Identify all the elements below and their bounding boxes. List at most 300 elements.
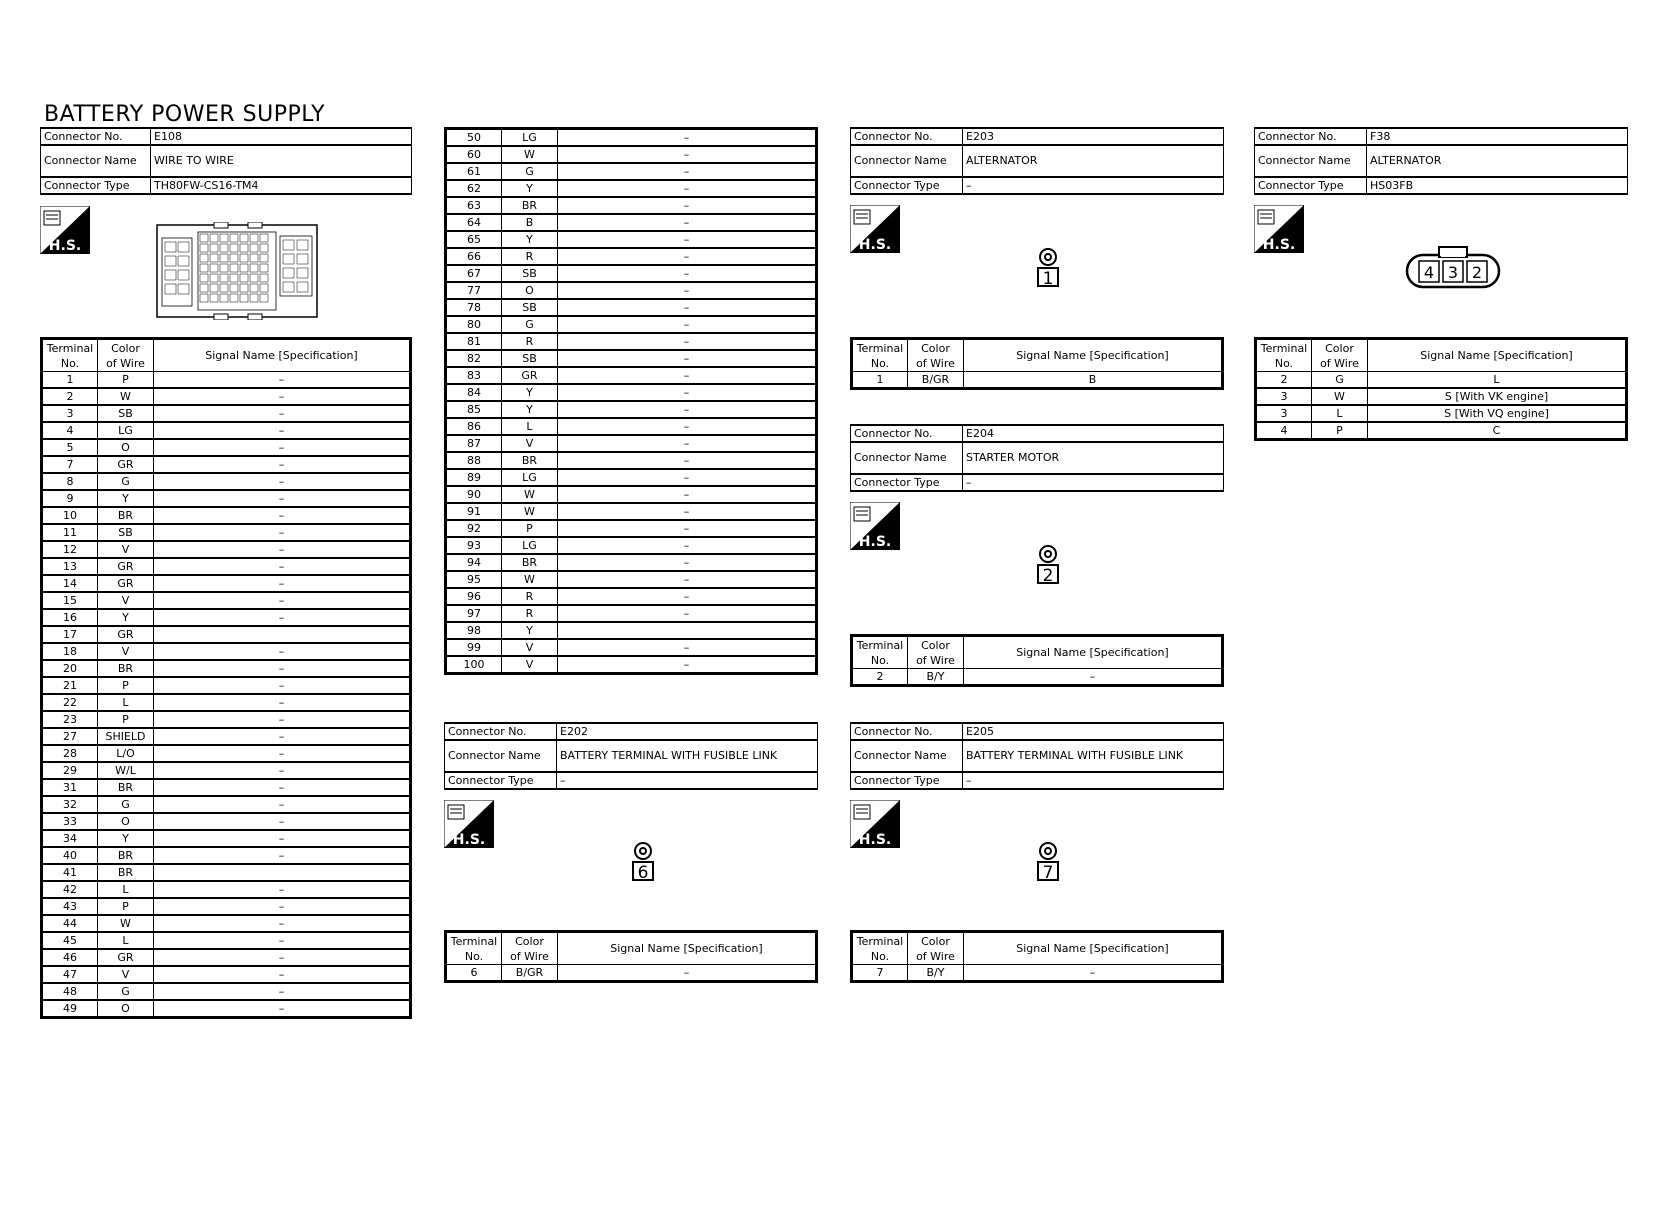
terminal-no-cell: 22 xyxy=(42,694,98,711)
terminal-no-cell: 20 xyxy=(42,660,98,677)
wire-color-cell: BR xyxy=(98,864,154,881)
wire-color-cell: Y xyxy=(98,830,154,847)
table-row xyxy=(42,558,411,575)
terminal-no-cell: 31 xyxy=(42,779,98,796)
signal-name-cell: – xyxy=(154,830,411,847)
terminal-no-cell: 27 xyxy=(42,728,98,745)
wire-color-cell: W xyxy=(98,388,154,405)
wire-color-cell: G xyxy=(502,163,558,180)
header-terminal-no: Terminal No. xyxy=(42,339,98,372)
wire-color-cell: GR xyxy=(502,367,558,384)
table-row xyxy=(42,490,411,507)
signal-name-cell: – xyxy=(558,129,817,147)
signal-name-cell: – xyxy=(154,932,411,949)
signal-name-cell: – xyxy=(154,847,411,864)
terminal-no-cell: 100 xyxy=(446,656,502,674)
terminal-no-cell: 1 xyxy=(42,372,98,389)
signal-name-cell: – xyxy=(558,265,817,282)
signal-name-cell: – xyxy=(558,367,817,384)
header-terminal-no: Terminal No. xyxy=(852,932,908,965)
terminal-no-cell: 2 xyxy=(1256,372,1312,389)
wire-color-cell: G xyxy=(98,796,154,813)
wire-color-cell: L xyxy=(98,694,154,711)
wire-color-cell: W xyxy=(1312,388,1368,405)
label-connector-no: Connector No. xyxy=(851,425,963,442)
signal-name-cell: – xyxy=(154,439,411,456)
header-signal: Signal Name [Specification] xyxy=(964,932,1223,965)
connector-e108-terminal-table-continued xyxy=(444,127,818,675)
signal-name-cell: – xyxy=(154,388,411,405)
wire-color-cell: V xyxy=(502,656,558,674)
table-row xyxy=(42,949,411,966)
wire-color-cell: W xyxy=(502,571,558,588)
signal-name-cell: – xyxy=(558,571,817,588)
signal-name-cell: – xyxy=(154,1000,411,1018)
table-row xyxy=(42,847,411,864)
table-row xyxy=(42,898,411,915)
wire-color-cell: V xyxy=(98,966,154,983)
table-row xyxy=(446,503,817,520)
wire-color-cell: Y xyxy=(502,180,558,197)
signal-name-cell xyxy=(558,622,817,639)
wire-color-cell: SB xyxy=(98,524,154,541)
terminal-no-cell: 86 xyxy=(446,418,502,435)
wire-color-cell: P xyxy=(98,898,154,915)
terminal-no-cell: 81 xyxy=(446,333,502,350)
table-row xyxy=(42,507,411,524)
label-connector-name: Connector Name xyxy=(41,145,151,177)
terminal-no-cell: 9 xyxy=(42,490,98,507)
terminal-no-cell: 50 xyxy=(446,129,502,147)
signal-name-cell: – xyxy=(558,316,817,333)
page-title: BATTERY POWER SUPPLY xyxy=(44,102,326,127)
terminal-no-cell: 78 xyxy=(446,299,502,316)
table-row xyxy=(446,452,817,469)
table-row xyxy=(852,965,1223,982)
table-row xyxy=(42,592,411,609)
header-color: Color of Wire xyxy=(908,339,964,372)
terminal-no-cell: 97 xyxy=(446,605,502,622)
table-row xyxy=(446,282,817,299)
table-row xyxy=(446,469,817,486)
table-row xyxy=(42,1000,411,1018)
table-row xyxy=(446,333,817,350)
signal-name-cell: – xyxy=(154,677,411,694)
connector-no: E205 xyxy=(963,723,1224,740)
connector-type: – xyxy=(963,177,1224,194)
header-signal: Signal Name [Specification] xyxy=(964,636,1223,669)
signal-name-cell: – xyxy=(964,965,1223,982)
signal-name-cell: – xyxy=(964,669,1223,686)
wire-color-cell: W/L xyxy=(98,762,154,779)
signal-name-cell xyxy=(154,864,411,881)
terminal-no-cell: 2 xyxy=(852,669,908,686)
signal-name-cell: – xyxy=(154,372,411,389)
table-row xyxy=(446,418,817,435)
terminal-no-cell: 17 xyxy=(42,626,98,643)
wire-color-cell: GR xyxy=(98,626,154,643)
terminal-1-icon: 1 xyxy=(1033,248,1063,287)
connector-e204-info xyxy=(850,424,1224,492)
table-row xyxy=(42,456,411,473)
connector-e203-info xyxy=(850,127,1224,195)
terminal-no-cell: 48 xyxy=(42,983,98,1000)
signal-name-cell: – xyxy=(558,401,817,418)
table-row xyxy=(446,265,817,282)
terminal-no-cell: 18 xyxy=(42,643,98,660)
signal-name-cell: – xyxy=(558,418,817,435)
wire-color-cell: R xyxy=(502,588,558,605)
label-connector-name: Connector Name xyxy=(851,740,963,772)
wire-color-cell: SB xyxy=(502,299,558,316)
connector-type: – xyxy=(963,772,1224,789)
wire-color-cell: V xyxy=(98,643,154,660)
signal-name-cell: – xyxy=(558,503,817,520)
signal-name-cell: – xyxy=(558,350,817,367)
terminal-no-cell: 88 xyxy=(446,452,502,469)
terminal-no-cell: 41 xyxy=(42,864,98,881)
wire-color-cell: BR xyxy=(502,554,558,571)
wire-color-cell: Y xyxy=(98,490,154,507)
wire-color-cell: V xyxy=(98,541,154,558)
table-row xyxy=(42,524,411,541)
terminal-no-cell: 2 xyxy=(42,388,98,405)
terminal-no-cell: 80 xyxy=(446,316,502,333)
svg-text:H.S.: H.S. xyxy=(1262,237,1296,253)
label-connector-name: Connector Name xyxy=(851,145,963,177)
label-connector-no: Connector No. xyxy=(1255,128,1367,145)
table-row xyxy=(446,435,817,452)
connector-e205-info xyxy=(850,722,1224,790)
signal-name-cell xyxy=(154,626,411,643)
table-row xyxy=(446,520,817,537)
header-signal: Signal Name [Specification] xyxy=(558,932,817,965)
signal-name-cell: – xyxy=(154,728,411,745)
table-row xyxy=(446,588,817,605)
signal-name-cell: – xyxy=(154,881,411,898)
wire-color-cell: P xyxy=(98,677,154,694)
wire-color-cell: R xyxy=(502,333,558,350)
signal-name-cell: – xyxy=(558,588,817,605)
table-row xyxy=(446,965,817,982)
wire-color-cell: Y xyxy=(502,622,558,639)
wire-color-cell: BR xyxy=(98,660,154,677)
signal-name-cell: – xyxy=(154,745,411,762)
signal-name-cell: L xyxy=(1368,372,1627,389)
terminal-no-cell: 5 xyxy=(42,439,98,456)
signal-name-cell: – xyxy=(154,660,411,677)
wire-color-cell: BR xyxy=(502,197,558,214)
label-connector-name: Connector Name xyxy=(445,740,557,772)
signal-name-cell: – xyxy=(154,558,411,575)
wire-color-cell: O xyxy=(98,813,154,830)
wire-color-cell: P xyxy=(98,711,154,728)
terminal-2-icon: 2 xyxy=(1033,545,1063,584)
terminal-no-cell: 13 xyxy=(42,558,98,575)
table-row xyxy=(1256,372,1627,389)
connector-no: E203 xyxy=(963,128,1224,145)
wire-color-cell: L xyxy=(1312,405,1368,422)
wire-color-cell: P xyxy=(98,372,154,389)
label-connector-type: Connector Type xyxy=(851,177,963,194)
signal-name-cell: – xyxy=(558,639,817,656)
terminal-no-cell: 67 xyxy=(446,265,502,282)
wire-color-cell: P xyxy=(1312,422,1368,440)
signal-name-cell: – xyxy=(558,248,817,265)
table-row xyxy=(852,372,1223,389)
table-row xyxy=(446,554,817,571)
connector-name: WIRE TO WIRE xyxy=(151,145,412,177)
wire-color-cell: W xyxy=(502,503,558,520)
signal-name-cell: S [With VQ engine] xyxy=(1368,405,1627,422)
table-row xyxy=(852,669,1223,686)
table-row xyxy=(42,473,411,490)
signal-name-cell: – xyxy=(154,779,411,796)
signal-name-cell: – xyxy=(558,180,817,197)
wire-color-cell: R xyxy=(502,605,558,622)
terminal-no-cell: 3 xyxy=(1256,405,1312,422)
label-connector-name: Connector Name xyxy=(1255,145,1367,177)
terminal-no-cell: 45 xyxy=(42,932,98,949)
wire-color-cell: B/GR xyxy=(502,965,558,982)
signal-name-cell: – xyxy=(558,231,817,248)
wire-color-cell: B/Y xyxy=(908,965,964,982)
connector-name: ALTERNATOR xyxy=(963,145,1224,177)
terminal-no-cell: 82 xyxy=(446,350,502,367)
wire-color-cell: W xyxy=(98,915,154,932)
connector-e108-face-icon xyxy=(156,222,318,320)
signal-name-cell: – xyxy=(558,197,817,214)
wire-color-cell: L xyxy=(98,881,154,898)
terminal-no-cell: 95 xyxy=(446,571,502,588)
label-connector-type: Connector Type xyxy=(1255,177,1367,194)
table-row xyxy=(1256,422,1627,440)
header-terminal-no: Terminal No. xyxy=(1256,339,1312,372)
connector-type: TH80FW-CS16-TM4 xyxy=(151,177,412,194)
table-row xyxy=(42,626,411,643)
terminal-no-cell: 23 xyxy=(42,711,98,728)
signal-name-cell: – xyxy=(558,435,817,452)
header-signal: Signal Name [Specification] xyxy=(1368,339,1627,372)
signal-name-cell: – xyxy=(558,146,817,163)
signal-name-cell: – xyxy=(558,299,817,316)
wire-color-cell: SHIELD xyxy=(98,728,154,745)
label-connector-no: Connector No. xyxy=(41,128,151,145)
terminal-no-cell: 3 xyxy=(1256,388,1312,405)
wire-color-cell: W xyxy=(502,146,558,163)
terminal-no-cell: 43 xyxy=(42,898,98,915)
header-terminal-no: Terminal No. xyxy=(852,636,908,669)
wire-color-cell: SB xyxy=(502,350,558,367)
table-row xyxy=(446,622,817,639)
table-row xyxy=(42,762,411,779)
table-row xyxy=(446,367,817,384)
terminal-no-cell: 91 xyxy=(446,503,502,520)
wire-color-cell: B xyxy=(502,214,558,231)
terminal-no-cell: 1 xyxy=(852,372,908,389)
svg-text:H.S.: H.S. xyxy=(452,832,486,848)
wire-color-cell: O xyxy=(502,282,558,299)
connector-name: BATTERY TERMINAL WITH FUSIBLE LINK xyxy=(557,740,818,772)
wire-color-cell: W xyxy=(502,486,558,503)
terminal-no-cell: 47 xyxy=(42,966,98,983)
table-row xyxy=(42,745,411,762)
table-row xyxy=(42,813,411,830)
header-color: Color of Wire xyxy=(98,339,154,372)
wire-color-cell: LG xyxy=(502,469,558,486)
terminal-no-cell: 46 xyxy=(42,949,98,966)
terminal-no-cell: 92 xyxy=(446,520,502,537)
terminal-no-cell: 98 xyxy=(446,622,502,639)
terminal-no-cell: 96 xyxy=(446,588,502,605)
table-row xyxy=(42,932,411,949)
wire-color-cell: G xyxy=(98,473,154,490)
table-row xyxy=(42,711,411,728)
table-row xyxy=(446,129,817,147)
label-connector-no: Connector No. xyxy=(445,723,557,740)
wire-color-cell: O xyxy=(98,1000,154,1018)
terminal-no-cell: 66 xyxy=(446,248,502,265)
signal-name-cell: B xyxy=(964,372,1223,389)
wire-color-cell: Y xyxy=(98,609,154,626)
wire-color-cell: GR xyxy=(98,949,154,966)
label-connector-type: Connector Type xyxy=(851,772,963,789)
wire-color-cell: V xyxy=(502,435,558,452)
terminal-no-cell: 4 xyxy=(1256,422,1312,440)
table-row xyxy=(446,180,817,197)
table-row xyxy=(446,401,817,418)
wire-color-cell: B/GR xyxy=(908,372,964,389)
signal-name-cell: – xyxy=(558,520,817,537)
table-row xyxy=(42,643,411,660)
terminal-no-cell: 10 xyxy=(42,507,98,524)
terminal-no-cell: 77 xyxy=(446,282,502,299)
signal-name-cell: – xyxy=(558,452,817,469)
terminal-no-cell: 63 xyxy=(446,197,502,214)
signal-name-cell: – xyxy=(558,656,817,674)
terminal-no-cell: 60 xyxy=(446,146,502,163)
svg-text:2: 2 xyxy=(1471,263,1483,282)
signal-name-cell: – xyxy=(154,575,411,592)
terminal-no-cell: 14 xyxy=(42,575,98,592)
hs-icon xyxy=(1254,205,1304,253)
wire-color-cell: G xyxy=(98,983,154,1000)
table-row xyxy=(42,864,411,881)
terminal-no-cell: 62 xyxy=(446,180,502,197)
table-row xyxy=(42,966,411,983)
wire-color-cell: GR xyxy=(98,575,154,592)
connector-no: E204 xyxy=(963,425,1224,442)
table-row xyxy=(1256,405,1627,422)
table-row xyxy=(42,915,411,932)
connector-e203-terminal-table xyxy=(850,337,1224,390)
connector-no: F38 xyxy=(1367,128,1628,145)
terminal-no-cell: 29 xyxy=(42,762,98,779)
table-row xyxy=(446,163,817,180)
terminal-no-cell: 94 xyxy=(446,554,502,571)
header-terminal-no: Terminal No. xyxy=(446,932,502,965)
signal-name-cell: – xyxy=(558,282,817,299)
signal-name-cell: – xyxy=(154,694,411,711)
signal-name-cell: – xyxy=(154,813,411,830)
header-color: Color of Wire xyxy=(502,932,558,965)
signal-name-cell: S [With VK engine] xyxy=(1368,388,1627,405)
table-row xyxy=(446,537,817,554)
signal-name-cell: – xyxy=(154,915,411,932)
signal-name-cell: – xyxy=(558,486,817,503)
signal-name-cell: – xyxy=(154,507,411,524)
wire-color-cell: R xyxy=(502,248,558,265)
wire-color-cell: LG xyxy=(502,537,558,554)
wire-color-cell: BR xyxy=(98,847,154,864)
table-row xyxy=(446,231,817,248)
terminal-no-cell: 89 xyxy=(446,469,502,486)
wire-color-cell: GR xyxy=(98,456,154,473)
connector-name: STARTER MOTOR xyxy=(963,442,1224,474)
signal-name-cell: – xyxy=(154,422,411,439)
connector-e202-info xyxy=(444,722,818,790)
table-row xyxy=(42,983,411,1000)
wire-color-cell: Y xyxy=(502,231,558,248)
signal-name-cell: – xyxy=(558,214,817,231)
wire-color-cell: SB xyxy=(502,265,558,282)
signal-name-cell: C xyxy=(1368,422,1627,440)
table-row xyxy=(42,728,411,745)
terminal-no-cell: 44 xyxy=(42,915,98,932)
connector-e202-terminal-table xyxy=(444,930,818,983)
table-row xyxy=(446,350,817,367)
terminal-no-cell: 87 xyxy=(446,435,502,452)
connector-e205-terminal-table xyxy=(850,930,1224,983)
signal-name-cell: – xyxy=(558,965,817,982)
label-connector-type: Connector Type xyxy=(851,474,963,491)
signal-name-cell: – xyxy=(154,711,411,728)
wire-color-cell: B/Y xyxy=(908,669,964,686)
signal-name-cell: – xyxy=(154,949,411,966)
hs-icon xyxy=(40,206,90,254)
label-connector-no: Connector No. xyxy=(851,128,963,145)
terminal-no-cell: 6 xyxy=(446,965,502,982)
terminal-no-cell: 3 xyxy=(42,405,98,422)
signal-name-cell: – xyxy=(558,333,817,350)
table-row xyxy=(446,639,817,656)
wire-color-cell: P xyxy=(502,520,558,537)
table-row xyxy=(446,299,817,316)
terminal-no-cell: 40 xyxy=(42,847,98,864)
table-row xyxy=(446,146,817,163)
header-terminal-no: Terminal No. xyxy=(852,339,908,372)
svg-text:H.S.: H.S. xyxy=(858,237,892,253)
table-row xyxy=(42,422,411,439)
connector-e108-terminal-table xyxy=(40,337,412,1019)
terminal-no-cell: 64 xyxy=(446,214,502,231)
table-row xyxy=(42,779,411,796)
signal-name-cell: – xyxy=(154,473,411,490)
wire-color-cell: G xyxy=(1312,372,1368,389)
signal-name-cell: – xyxy=(558,469,817,486)
terminal-no-cell: 28 xyxy=(42,745,98,762)
wire-color-cell: SB xyxy=(98,405,154,422)
table-row xyxy=(42,372,411,389)
terminal-7-icon: 7 xyxy=(1033,842,1063,881)
connector-no: E108 xyxy=(151,128,412,145)
terminal-no-cell: 32 xyxy=(42,796,98,813)
terminal-no-cell: 16 xyxy=(42,609,98,626)
table-row xyxy=(446,197,817,214)
wire-color-cell: Y xyxy=(502,384,558,401)
terminal-no-cell: 4 xyxy=(42,422,98,439)
table-row xyxy=(446,486,817,503)
